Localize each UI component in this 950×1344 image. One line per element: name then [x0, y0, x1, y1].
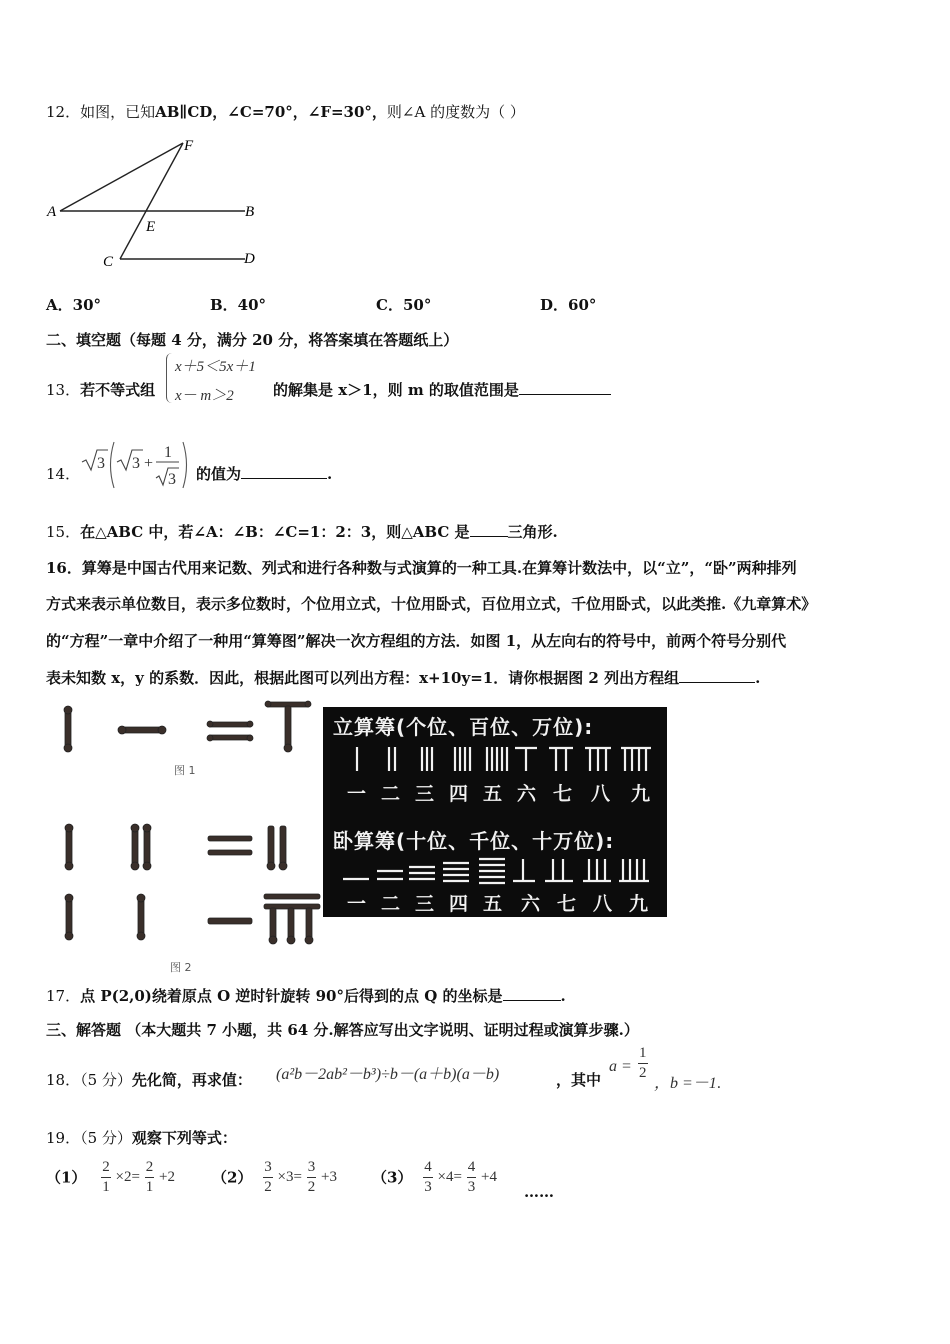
q12-option-d[interactable]: D．60°	[540, 296, 597, 314]
q13-number: 13．若不等式组	[46, 381, 156, 399]
q18-where: ，其中	[556, 1071, 602, 1089]
svg-text:3: 3	[168, 471, 176, 488]
q15-stem: 15．在△ABC 中，若∠A：∠B：∠C=1：2：3，则△ABC 是 三角形.	[46, 523, 558, 541]
q12-geometry-figure	[40, 132, 280, 272]
q16-answer-blank[interactable]	[679, 668, 755, 683]
q12-option-b[interactable]: B．40°	[210, 296, 267, 314]
svg-text:3: 3	[132, 455, 140, 472]
q16-line-1: 16．算筹是中国古代用来记数、列式和进行各种数与式演算的一种工具.在算筹计数法中，以“立”，“卧”两种排列	[46, 559, 797, 577]
q14-number: 14．	[46, 465, 81, 483]
panel-title-horizontal: 卧算筹(十位、千位、十万位):	[333, 829, 615, 853]
q16-line-2: 方式来表示单位数目，表示多位数时，个位用立式，十位用卧式，百位用立式，千位用卧式，以此类推.《九章算术》	[46, 595, 817, 613]
q18-b-equals: ，b =－1.	[654, 1075, 721, 1092]
q15-answer-blank[interactable]	[470, 522, 508, 537]
figure-1-caption: 图 1	[174, 764, 196, 777]
horizontal-rods-row	[337, 857, 657, 887]
q18-number: 18．（5 分）先化简，再求值：	[46, 1071, 252, 1089]
q19-equation-2: （2） $\frac{3}{2}$ ×3= $\frac{3}{2}$ +3	[212, 1159, 337, 1195]
section-2-title: 二、填空题（每题 4 分，满分 20 分，将答案填在答题纸上）	[46, 331, 459, 349]
panel-title-vertical: 立算筹(个位、百位、万位):	[333, 715, 594, 739]
q13-brace	[166, 353, 173, 403]
q19-equation-1: （1） $\frac{2}{1}$ ×2= $\frac{2}{1}$ +2	[46, 1159, 175, 1195]
q18-expression: (a²b－2ab²－b³)÷b－(a＋b)(a－b)	[276, 1066, 500, 1083]
q12-option-c[interactable]: C．50°	[376, 296, 432, 314]
q16-line-4: 表未知数 x，y 的系数．因此，根据此图可以列出方程：x+10y=1．请你根据图 2 列出方程组 .	[46, 669, 761, 687]
q18-a-equals: a =	[609, 1058, 632, 1075]
svg-text:+: +	[144, 455, 154, 472]
q13-inequality-2: x－ m＞2	[175, 388, 234, 404]
label-b: B	[245, 204, 255, 220]
label-a: A	[47, 204, 57, 220]
q14-radical-expression	[80, 438, 192, 492]
q12-stem: 12．如图，已知AB∥CD，∠C=70°，∠F=30°，则∠A 的度数为（ ）	[46, 103, 525, 121]
q19-stem: 19．（5 分）观察下列等式：	[46, 1129, 237, 1147]
question-number: 12．	[46, 103, 81, 121]
svg-text:3: 3	[97, 455, 105, 472]
q16-line-3: 的“方程”一章中介绍了一种用“算筹图”解决一次方程组的方法．如图 1，从左向右的符号中，前两个符号分别代	[46, 632, 787, 650]
label-d: D	[244, 251, 255, 267]
vertical-rods-row	[337, 745, 657, 775]
q13-answer-blank[interactable]	[519, 380, 611, 395]
q13-stem: 的解集是 x＞1，则 m 的取值范围是	[273, 380, 611, 400]
q17-stem: 17．点 P(2,0)绕着原点 O 逆时针旋转 90°后得到的点 Q 的坐标是 .	[46, 987, 566, 1005]
q16-counting-rods-reference-panel: 立算筹(个位、百位、万位): 一 二 三 四 五 六 七 八 九 卧算筹(十位、千位、十万位): 一 二 三 四 五 六 七 八 九	[323, 707, 667, 917]
q14-stem: 的值为 .	[196, 465, 333, 483]
q17-answer-blank[interactable]	[503, 986, 561, 1001]
q12-option-a[interactable]: A．30°	[46, 296, 102, 314]
q18-a-fraction: $\frac{1}{2}$	[639, 1045, 647, 1081]
q16-figure-1-counting-rods	[50, 698, 320, 784]
label-f: F	[184, 138, 194, 154]
label-c: C	[103, 254, 114, 270]
q19-ellipsis: ……	[524, 1183, 554, 1201]
label-e: E	[146, 219, 156, 235]
svg-text:1: 1	[164, 444, 172, 461]
figure-2-caption: 图 2	[170, 961, 192, 974]
q14-answer-blank[interactable]	[241, 464, 327, 479]
q19-equation-3: （3） $\frac{4}{3}$ ×4= $\frac{4}{3}$ +4	[372, 1159, 497, 1195]
section-3-title: 三、解答题 （本大题共 7 小题，共 64 分.解答应写出文字说明、证明过程或演算步骤.）	[46, 1021, 639, 1039]
q13-inequality-1: x＋5＜5x＋1	[175, 359, 256, 375]
q16-figure-2-counting-rods	[50, 818, 325, 978]
